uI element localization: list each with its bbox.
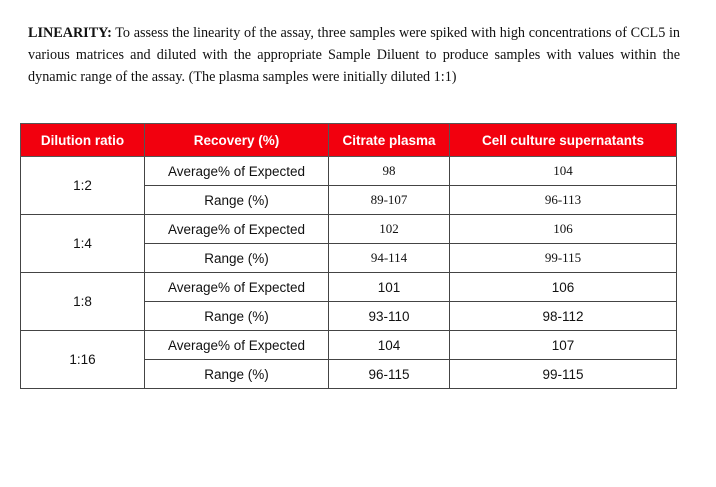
- cell-culture-cell: 106: [450, 273, 677, 302]
- cell-culture-cell: 99-115: [450, 244, 677, 273]
- metric-cell: Average% of Expected: [145, 215, 329, 244]
- header-cell-culture: Cell culture supernatants: [450, 124, 677, 157]
- citrate-cell: 89-107: [329, 186, 450, 215]
- citrate-cell: 93-110: [329, 302, 450, 331]
- header-recovery: Recovery (%): [145, 124, 329, 157]
- linearity-paragraph: [28, 22, 680, 88]
- header-dilution-ratio: Dilution ratio: [21, 124, 145, 157]
- metric-cell: Range (%): [145, 360, 329, 389]
- metric-cell: Range (%): [145, 186, 329, 215]
- table-header-row: [21, 124, 677, 157]
- metric-cell: Average% of Expected: [145, 157, 329, 186]
- dilution-cell: 1:8: [21, 273, 145, 331]
- linearity-table: [20, 123, 677, 389]
- cell-culture-cell: 99-115: [450, 360, 677, 389]
- citrate-cell: 102: [329, 215, 450, 244]
- header-citrate-plasma: Citrate plasma: [329, 124, 450, 157]
- citrate-cell: 98: [329, 157, 450, 186]
- citrate-cell: 96-115: [329, 360, 450, 389]
- dilution-cell: 1:2: [21, 157, 145, 215]
- cell-culture-cell: 98-112: [450, 302, 677, 331]
- cell-culture-cell: 104: [450, 157, 677, 186]
- cell-culture-cell: 106: [450, 215, 677, 244]
- citrate-cell: 94-114: [329, 244, 450, 273]
- table-row: [21, 215, 677, 244]
- metric-cell: Range (%): [145, 244, 329, 273]
- cell-culture-cell: 107: [450, 331, 677, 360]
- cell-culture-cell: 96-113: [450, 186, 677, 215]
- citrate-cell: 104: [329, 331, 450, 360]
- linearity-text: To assess the linearity of the assay, three samples were spiked with high concentrations of CCL5 in various matrices and diluted with the appropriate Sample Diluent to produce samples with values within the dynamic range of the assay. (The plasma samples were initially diluted 1:1): [28, 25, 680, 86]
- dilution-cell: 1:4: [21, 215, 145, 273]
- linearity-heading: LINEARITY:: [28, 25, 112, 42]
- table-row: [21, 273, 677, 302]
- citrate-cell: 101: [329, 273, 450, 302]
- metric-cell: Average% of Expected: [145, 273, 329, 302]
- metric-cell: Range (%): [145, 302, 329, 331]
- table-row: [21, 331, 677, 360]
- table-row: [21, 157, 677, 186]
- dilution-cell: 1:16: [21, 331, 145, 389]
- metric-cell: Average% of Expected: [145, 331, 329, 360]
